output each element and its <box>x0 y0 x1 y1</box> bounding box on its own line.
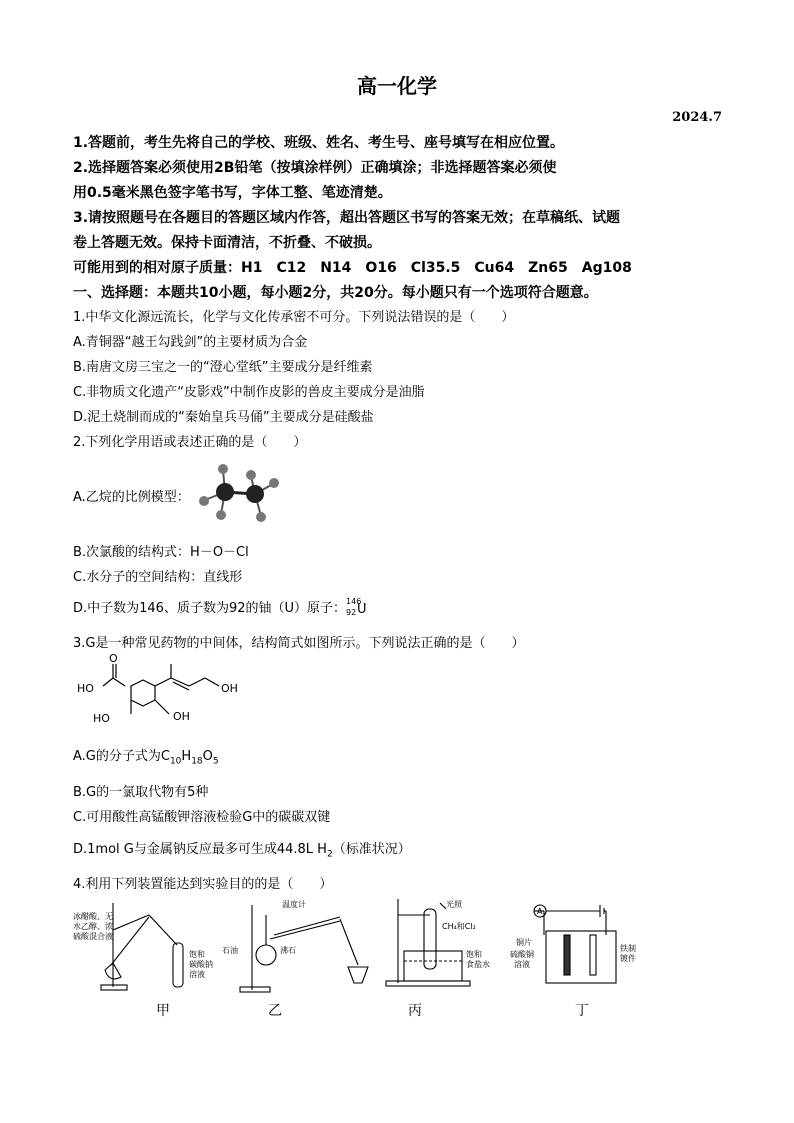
section-heading: 一、选择题：本题共10小题，每小题2分，共20分。每小题只有一个选项符合题意。 <box>73 285 598 301</box>
page-title: 高一化学 <box>357 74 437 98</box>
uranium-isotope-notation: 146 92 U <box>346 596 367 617</box>
q4-stem: 4.利用下列装置能达到实验目的的是（ ） <box>73 877 333 892</box>
jia-label-6: 溶液 <box>189 970 205 979</box>
exam-date: 2024.7 <box>672 110 722 125</box>
compound-g-structure-image <box>73 648 253 728</box>
jia-label-5: 碳酸钠 <box>189 960 213 969</box>
q1-option-a: A.青铜器“越王勾践剑”的主要材质为合金 <box>73 335 308 350</box>
q2-option-a: A.乙烷的比例模型： <box>73 490 190 505</box>
instruction-2-cont: 用0.5毫米黑色签字笔书写，字体工整、笔迹清楚。 <box>73 185 392 201</box>
caption-yi: 乙 <box>268 1003 282 1019</box>
q1-option-c: C.非物质文化遗产“皮影戏”中制作皮影的兽皮主要成分是油脂 <box>73 385 425 400</box>
struct-label-oh-right: OH <box>221 682 238 695</box>
jia-label-3: 硫酸混合液 <box>73 932 113 941</box>
q2-option-d: D.中子数为146、质子数为92的铀（U）原子： 146 92 U <box>73 596 367 617</box>
atomic-masses: 可能用到的相对原子质量：H1 C12 N14 O16 Cl35.5 Cu64 Zn65 Ag108 <box>73 260 632 276</box>
instruction-1: 1.答题前，考生先将自己的学校、班级、姓名、考生号、座号填写在相应位置。 <box>73 135 565 151</box>
q3-option-a: A.G的分子式为$C_{10}H_{18}O_5$ <box>73 749 219 767</box>
ding-label-copper: 铜片 <box>516 938 532 947</box>
yi-label-petroleum: 石油 <box>222 946 238 955</box>
caption-jia: 甲 <box>156 1003 170 1019</box>
yi-label-thermometer: 温度计 <box>282 900 306 909</box>
instruction-3-cont: 卷上答题无效。保持卡面清洁，不折叠、不破损。 <box>73 235 381 251</box>
bing-label-gases: CH₄和Cl₂ <box>442 922 476 931</box>
q2-option-c: C.水分子的空间结构：直线形 <box>73 570 243 585</box>
ethane-ball-model-image <box>195 462 285 524</box>
instruction-2: 2.选择题答案必须使用2B铅笔（按填涂样例）正确填涂；非选择题答案必须使 <box>73 160 557 176</box>
bing-label-light: 光照 <box>446 900 462 909</box>
struct-label-ho-top: HO <box>77 682 94 695</box>
q2-stem: 2.下列化学用语或表述正确的是（ ） <box>73 435 307 450</box>
q3-option-d: D.1mol G与金属钠反应最多可生成44.8L $H_2$（标准状况） <box>73 842 411 860</box>
caption-ding: 丁 <box>575 1003 589 1019</box>
jia-label-4: 饱和 <box>189 950 205 959</box>
ding-label-ammeter: A <box>537 907 543 916</box>
bing-label-brine: 食盐水 <box>466 960 490 969</box>
q1-option-d: D.泥土烧制而成的“秦始皇兵马俑”主要成分是硅酸盐 <box>73 410 374 425</box>
q2-option-b: B.次氯酸的结构式：H－O－Cl <box>73 545 249 560</box>
apparatus-jia-image <box>73 895 223 995</box>
q3-option-c: C.可用酸性高锰酸钾溶液检验G中的碳碳双键 <box>73 810 331 825</box>
struct-label-o: O <box>109 652 118 665</box>
q1-stem: 1.中华文化源远流长，化学与文化传承密不可分。下列说法错误的是（ ） <box>73 310 515 325</box>
bing-label-saturated: 饱和 <box>466 950 482 959</box>
caption-bing: 丙 <box>408 1003 422 1019</box>
jia-label-1: 冰醋酸、无 <box>73 912 113 921</box>
jia-label-2: 水乙醇、浓 <box>73 922 113 931</box>
apparatus-ding-image <box>510 895 650 995</box>
apparatus-bing-image <box>380 895 500 995</box>
q3-option-b: B.G的一氯取代物有5种 <box>73 785 209 800</box>
ding-label-plated-part: 镀件 <box>620 954 636 963</box>
q1-option-b: B.南唐文房三宝之一的“澄心堂纸”主要成分是纤维素 <box>73 360 373 375</box>
struct-label-oh-ring: OH <box>173 710 190 723</box>
instruction-3: 3.请按照题号在各题目的答题区域内作答，超出答题区书写的答案无效；在草稿纸、试题 <box>73 210 621 226</box>
apparatus-yi-image <box>222 895 372 995</box>
ding-label-cuso4: 硫酸铜 <box>510 950 534 959</box>
struct-label-ho-bottom: HO <box>93 712 110 725</box>
q3-stem: 3.G是一种常见药物的中间体，结构简式如图所示。下列说法正确的是（ ） <box>73 636 525 651</box>
yi-label-boiling-chip: 沸石 <box>280 946 296 955</box>
ding-label-solution: 溶液 <box>514 960 530 969</box>
ding-label-iron: 铁制 <box>620 944 636 953</box>
